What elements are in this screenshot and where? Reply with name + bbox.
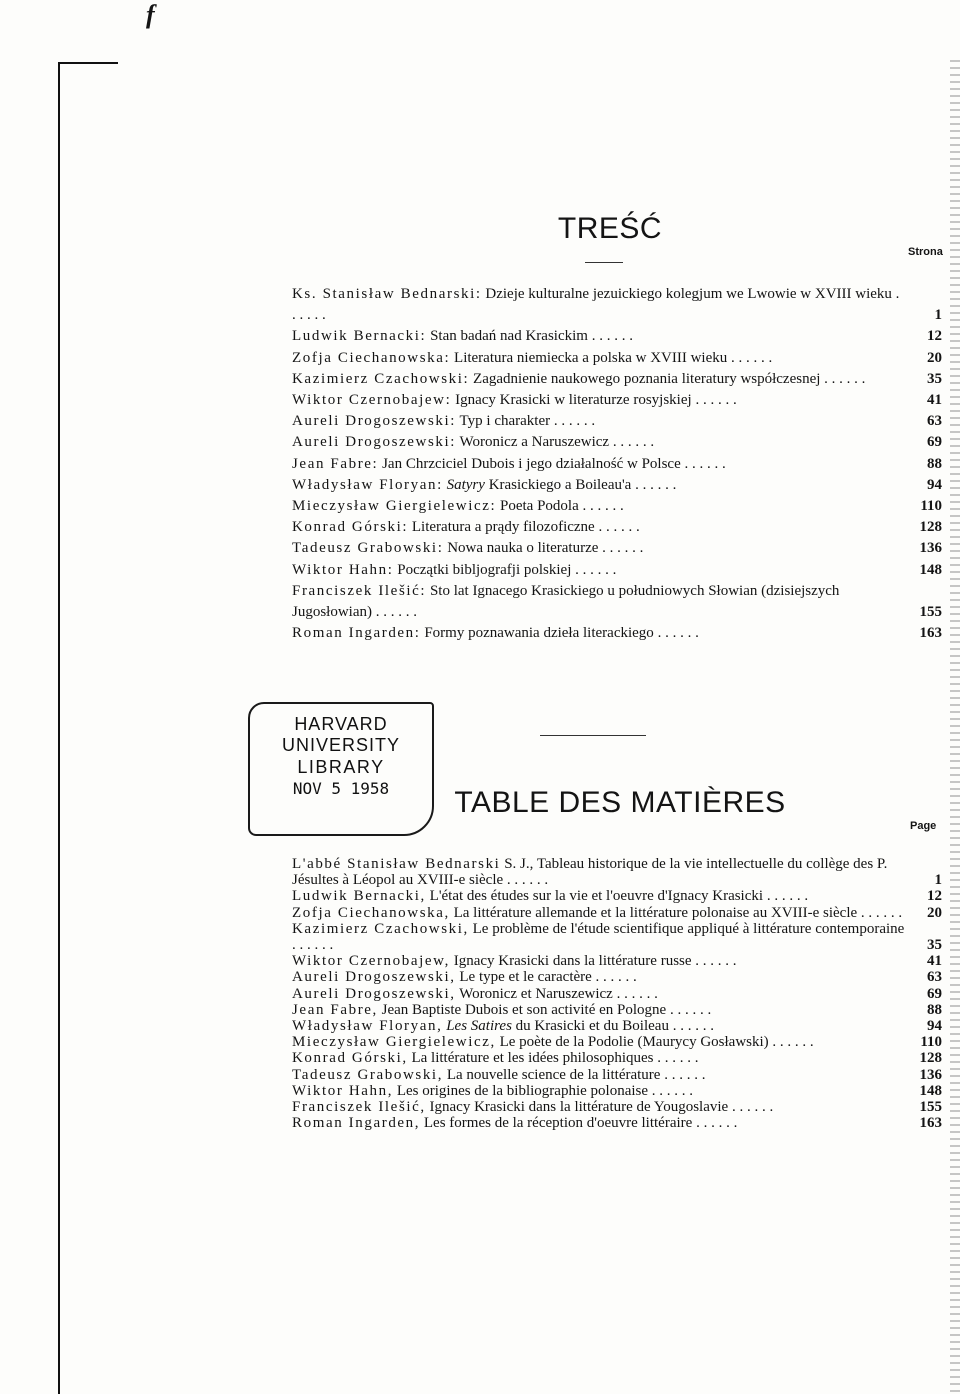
toc-entry-author: Roman Ingarden: bbox=[292, 625, 421, 642]
toc-entry-title: Le type et le caractère bbox=[459, 969, 592, 986]
toc-entry bbox=[292, 454, 942, 475]
toc-entry-title: Krasickiego a Boileau'a bbox=[488, 476, 632, 493]
toc-entry-text bbox=[292, 326, 906, 347]
toc-leader-dots: . . . . . . bbox=[820, 370, 866, 387]
toc-entry-title: Le problème de l'étude scientifique appliqué à littérature contemporaine bbox=[472, 920, 905, 937]
toc-entry-text bbox=[292, 1083, 906, 1099]
toc-entry-author: Aureli Drogoszewski, bbox=[292, 985, 456, 1002]
toc-entry-author: Zofja Ciechanowska: bbox=[292, 349, 451, 366]
library-stamp bbox=[248, 702, 434, 836]
toc-entry bbox=[292, 1002, 942, 1018]
toc-entry-page: 1 bbox=[934, 872, 942, 889]
toc-leader-dots: . . . . . . bbox=[668, 1018, 714, 1035]
toc-entry-page: 69 bbox=[927, 434, 942, 451]
toc-entry-page: 41 bbox=[927, 392, 942, 409]
toc-leader-dots: . . . . . . bbox=[292, 286, 900, 324]
toc-entry bbox=[292, 1050, 942, 1066]
toc-entry-page: 41 bbox=[927, 953, 942, 970]
toc-entry-author: Tadeusz Grabowski, bbox=[292, 1066, 444, 1083]
toc-entry-text bbox=[292, 1034, 906, 1050]
toc-entry-author: Władysław Floryan: bbox=[292, 476, 443, 493]
toc-entry-author: Aureli Drogoszewski: bbox=[292, 434, 457, 451]
toc-entry-page: 94 bbox=[927, 476, 942, 493]
toc-entry-text bbox=[292, 284, 906, 326]
toc-entry bbox=[292, 517, 942, 538]
column-header-fr: Page bbox=[910, 820, 937, 832]
toc-entry-text bbox=[292, 496, 906, 517]
toc-entry-title: L'état des études sur la vie et l'oeuvre d'Ignacy Krasicki bbox=[429, 888, 764, 905]
toc-entry bbox=[292, 856, 942, 888]
toc-leader-dots: . . . . . . bbox=[680, 455, 726, 472]
toc-entry bbox=[292, 986, 942, 1002]
title-pl: TREŚĆ bbox=[557, 212, 663, 245]
stamp-line-3: LIBRARY bbox=[297, 757, 385, 777]
toc-leader-dots: . . . . . . bbox=[728, 1099, 774, 1116]
toc-entry-text bbox=[292, 1067, 906, 1083]
toc-entry-title: Jan Chrzciciel Dubois i jego działalność w Polsce bbox=[382, 455, 681, 472]
toc-leader-dots: . . . . . . bbox=[503, 872, 549, 889]
toc-entry-text bbox=[292, 538, 906, 559]
toc-leader-dots: . . . . . . bbox=[292, 937, 334, 954]
toc-entry bbox=[292, 284, 942, 326]
toc-entry-page: 148 bbox=[919, 561, 942, 578]
column-header-pl: Strona bbox=[908, 246, 943, 258]
stamp-line-1: HARVARD bbox=[294, 714, 388, 734]
toc-pl bbox=[292, 284, 942, 644]
toc-entry-author: Kazimierz Czachowski, bbox=[292, 920, 469, 937]
toc-leader-dots: . . . . . . bbox=[594, 519, 640, 536]
toc-leader-dots: . . . . . . bbox=[612, 985, 658, 1002]
toc-entry-author: Jean Fabre: bbox=[292, 455, 379, 472]
toc-entry-title: Zagadnienie naukowego poznania literatury współczesnej bbox=[473, 370, 821, 387]
toc-entry bbox=[292, 496, 942, 517]
scan-edge bbox=[950, 60, 960, 1394]
toc-entry-text bbox=[292, 454, 906, 475]
toc-entry-page: 155 bbox=[919, 1099, 942, 1116]
toc-entry-text bbox=[292, 905, 906, 921]
toc-entry-author: Wiktor Czernobajew: bbox=[292, 392, 452, 409]
toc-entry-page: 136 bbox=[919, 1066, 942, 1083]
toc-entry-author: Roman Ingarden, bbox=[292, 1115, 421, 1132]
toc-entry-author: Aureli Drogoszewski, bbox=[292, 969, 456, 986]
toc-entry-title: Jean Baptiste Dubois et son activité en Pologne bbox=[381, 1001, 667, 1018]
toc-entry-text bbox=[292, 1115, 906, 1131]
toc-leader-dots: . . . . . . bbox=[598, 540, 644, 557]
toc-entry-italic-title: Les Satires bbox=[446, 1018, 512, 1035]
toc-leader-dots: . . . . . . bbox=[727, 349, 773, 366]
toc-leader-dots: . . . . . . bbox=[578, 498, 624, 515]
toc-entry-page: 94 bbox=[927, 1018, 942, 1035]
toc-entry-title: La littérature et les idées philosophiques bbox=[411, 1050, 654, 1067]
toc-entry bbox=[292, 348, 942, 369]
toc-entry-author: Władysław Floryan, bbox=[292, 1018, 443, 1035]
toc-entry-author: Aureli Drogoszewski: bbox=[292, 413, 457, 430]
toc-entry bbox=[292, 581, 942, 623]
toc-entry-title: Typ i charakter bbox=[459, 413, 551, 430]
toc-leader-dots: . . . . . . bbox=[571, 561, 617, 578]
toc-entry-title: Dzieje kulturalne jezuickiego kolegjum we Lwowie w XVIII wieku bbox=[485, 286, 892, 302]
toc-entry bbox=[292, 1115, 942, 1131]
toc-entry-title: Le poète de la Podolie (Maurycy Gosławski) bbox=[499, 1034, 769, 1051]
corner-mark: f bbox=[146, 0, 155, 29]
toc-entry-text bbox=[292, 921, 906, 953]
toc-entry-title: Początki bibljografji polskiej bbox=[397, 561, 572, 578]
toc-entry-page: 1 bbox=[934, 307, 942, 324]
toc-entry-page: 20 bbox=[927, 349, 942, 366]
stamp-line-4: NOV 5 1958 bbox=[292, 779, 390, 798]
toc-entry-page: 63 bbox=[927, 969, 942, 986]
toc-leader-dots: . . . . . . bbox=[768, 1034, 814, 1051]
toc-leader-dots: . . . . . . bbox=[692, 1115, 738, 1132]
toc-entry-author: Franciszek Ilešić: bbox=[292, 582, 427, 599]
toc-entry-title: Ignacy Krasicki dans la littérature de Yougoslavie bbox=[429, 1099, 729, 1116]
toc-leader-dots: . . . . . . bbox=[648, 1082, 694, 1099]
toc-entry-author: Ks. Stanisław Bednarski: bbox=[292, 286, 482, 302]
toc-leader-dots: . . . . . . bbox=[591, 969, 637, 986]
toc-entry-text bbox=[292, 369, 906, 390]
toc-entry-title: Les formes de la réception d'oeuvre littéraire bbox=[423, 1115, 693, 1132]
toc-leader-dots: . . . . . . bbox=[587, 328, 633, 345]
toc-entry bbox=[292, 369, 942, 390]
toc-entry-author: Mieczysław Giergielewicz: bbox=[292, 498, 497, 515]
toc-entry-page: 88 bbox=[927, 1001, 942, 1018]
toc-entry-text bbox=[292, 888, 906, 904]
toc-leader-dots: . . . . . . bbox=[666, 1001, 712, 1018]
toc-entry-author: Franciszek Ilešić, bbox=[292, 1099, 426, 1116]
toc-entry-page: 148 bbox=[919, 1082, 942, 1099]
toc-entry-text bbox=[292, 623, 906, 644]
toc-entry-text bbox=[292, 1002, 906, 1018]
toc-entry-author: Wiktor Czernobajew, bbox=[292, 953, 450, 970]
toc-entry-title: Les origines de la bibliographie polonaise bbox=[396, 1082, 649, 1099]
toc-entry-author: Zofja Ciechanowska, bbox=[292, 904, 450, 921]
toc-entry bbox=[292, 560, 942, 581]
toc-entry-title: Woronicz a Naruszewicz bbox=[459, 434, 610, 451]
toc-entry-page: 136 bbox=[919, 540, 942, 557]
toc-entry-text bbox=[292, 581, 906, 623]
toc-entry-text bbox=[292, 1099, 906, 1115]
toc-entry-title: La littérature allemande et la littérature polonaise au XVIII-e siècle bbox=[453, 904, 858, 921]
toc-entry-author: Ludwik Bernacki, bbox=[292, 888, 426, 905]
toc-entry-title: Woronicz et Naruszewicz bbox=[459, 985, 613, 1002]
toc-entry-text bbox=[292, 517, 906, 538]
toc-entry-text bbox=[292, 986, 906, 1002]
toc-entry-page: 163 bbox=[919, 1115, 942, 1132]
toc-entry-author: Ludwik Bernacki: bbox=[292, 328, 427, 345]
toc-entry-text bbox=[292, 1018, 906, 1034]
toc-entry-italic-title: Satyry bbox=[446, 476, 485, 493]
toc-leader-dots: . . . . . . bbox=[653, 1050, 699, 1067]
toc-entry-title: du Krasicki et du Boileau bbox=[515, 1018, 669, 1035]
toc-entry-author: Konrad Górski, bbox=[292, 1050, 408, 1067]
toc-entry-text bbox=[292, 1050, 906, 1066]
toc-entry-author: Mieczysław Giergielewicz, bbox=[292, 1034, 496, 1051]
toc-entry-page: 35 bbox=[927, 937, 942, 954]
toc-leader-dots: . . . . . . bbox=[609, 434, 655, 451]
toc-entry-page: 20 bbox=[927, 904, 942, 921]
toc-leader-dots: . . . . . . bbox=[372, 604, 417, 621]
toc-entry-author: Kazimierz Czachowski: bbox=[292, 370, 470, 387]
toc-entry-text bbox=[292, 953, 906, 969]
toc-entry-text bbox=[292, 390, 906, 411]
toc-entry bbox=[292, 326, 942, 347]
toc-entry-title: Literatura a prądy filozoficzne bbox=[411, 519, 595, 536]
toc-entry-title: Ignacy Krasicki dans la littérature russe bbox=[453, 953, 692, 970]
toc-entry-title: S. J., Tableau historique de la vie intellectuelle du collège des P. Jésultes à Léopol au XVIII-e siècle bbox=[292, 856, 888, 889]
toc-entry-title: Literatura niemiecka a polska w XVIII wieku bbox=[454, 349, 728, 366]
toc-entry bbox=[292, 969, 942, 985]
toc-entry-page: 12 bbox=[927, 888, 942, 905]
title-fr-rule bbox=[540, 735, 646, 736]
toc-entry bbox=[292, 390, 942, 411]
toc-entry bbox=[292, 888, 942, 904]
toc-entry bbox=[292, 411, 942, 432]
toc-entry-page: 110 bbox=[920, 498, 942, 515]
toc-entry bbox=[292, 432, 942, 453]
toc-entry-title: Nowa nauka o literaturze bbox=[447, 540, 599, 557]
toc-entry-page: 128 bbox=[919, 519, 942, 536]
toc-leader-dots: . . . . . . bbox=[631, 476, 677, 493]
toc-entry bbox=[292, 538, 942, 559]
toc-leader-dots: . . . . . . bbox=[660, 1066, 706, 1083]
title-pl-rule bbox=[585, 262, 623, 263]
toc-entry-page: 35 bbox=[927, 370, 942, 387]
toc-entry-author: Tadeusz Grabowski: bbox=[292, 540, 444, 557]
toc-entry-text bbox=[292, 969, 906, 985]
toc-entry-author: Wiktor Hahn, bbox=[292, 1082, 394, 1099]
toc-entry bbox=[292, 1034, 942, 1050]
toc-entry-author: L'abbé Stanisław Bednarski bbox=[292, 856, 501, 872]
toc-entry-author: Konrad Górski: bbox=[292, 519, 409, 536]
toc-entry-title: Stan badań nad Krasickim bbox=[430, 328, 588, 345]
toc-entry-page: 128 bbox=[919, 1050, 942, 1067]
toc-entry bbox=[292, 905, 942, 921]
toc-entry-text bbox=[292, 475, 906, 496]
toc-entry bbox=[292, 921, 942, 953]
toc-leader-dots: . . . . . . bbox=[653, 625, 699, 642]
toc-entry-page: 110 bbox=[920, 1034, 942, 1051]
toc-entry-text bbox=[292, 348, 906, 369]
toc-entry-title: Formy poznawania dzieła literackiego bbox=[424, 625, 654, 642]
toc-leader-dots: . . . . . . bbox=[550, 413, 596, 430]
scan-border-vertical bbox=[58, 62, 60, 1394]
scan-border-horizontal bbox=[58, 62, 118, 64]
toc-entry-title: La nouvelle science de la littérature bbox=[446, 1066, 661, 1083]
toc-entry bbox=[292, 1099, 942, 1115]
toc-entry bbox=[292, 623, 942, 644]
toc-leader-dots: . . . . . . bbox=[857, 904, 903, 921]
toc-leader-dots: . . . . . . bbox=[763, 888, 809, 905]
toc-fr bbox=[292, 856, 942, 1131]
toc-entry-page: 63 bbox=[927, 413, 942, 430]
stamp-line-2: UNIVERSITY bbox=[281, 735, 401, 755]
toc-entry bbox=[292, 953, 942, 969]
title-fr: TABLE DES MATIÈRES bbox=[454, 786, 786, 819]
toc-entry-page: 69 bbox=[927, 985, 942, 1002]
toc-entry bbox=[292, 1067, 942, 1083]
toc-entry bbox=[292, 1018, 942, 1034]
toc-entry bbox=[292, 1083, 942, 1099]
toc-entry-page: 155 bbox=[919, 604, 942, 621]
toc-entry-text bbox=[292, 856, 906, 888]
toc-entry-title: Sto lat Ignacego Krasickiego u południowych Słowian (dzisiejszych Jugosłowian) bbox=[292, 582, 840, 621]
toc-entry-author: Wiktor Hahn: bbox=[292, 561, 394, 578]
toc-entry-text bbox=[292, 560, 906, 581]
toc-entry-author: Jean Fabre, bbox=[292, 1001, 378, 1018]
toc-entry-page: 163 bbox=[919, 625, 942, 642]
toc-entry-page: 88 bbox=[927, 455, 942, 472]
toc-entry-text bbox=[292, 432, 906, 453]
toc-entry-title: Ignacy Krasicki w literaturze rosyjskiej bbox=[455, 392, 692, 409]
toc-entry-page: 12 bbox=[927, 328, 942, 345]
toc-entry-title: Poeta Podola bbox=[500, 498, 579, 515]
toc-leader-dots: . . . . . . bbox=[691, 392, 737, 409]
toc-leader-dots: . . . . . . bbox=[691, 953, 737, 970]
toc-entry-text bbox=[292, 411, 906, 432]
toc-entry bbox=[292, 475, 942, 496]
